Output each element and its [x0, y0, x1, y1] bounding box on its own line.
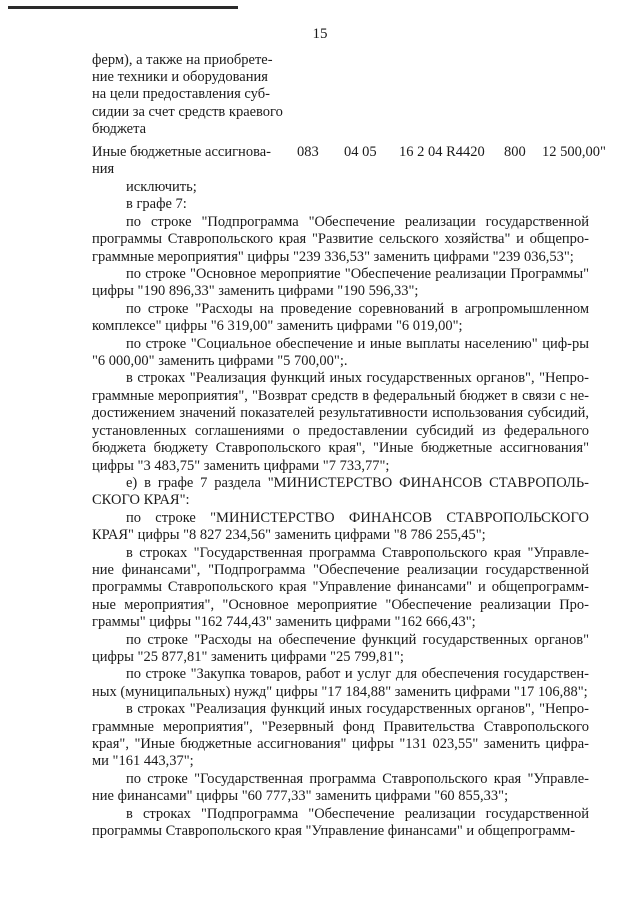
paragraph: исключить;	[126, 179, 197, 195]
paragraph: по строке "МИНИСТЕРСТВО ФИНАНСОВ СТАВРОПОЛЬСКОГО КРАЯ" цифры "8 827 234,56" заменить цифрами "8 786 255,45";	[92, 509, 589, 544]
row-name-line: ния	[92, 161, 115, 178]
paragraph: в строках "Государственная программа Ставропольского края "Управле-ние финансами", "Подпрограмма "Обеспечение реализации государственной программы Ставропольского края "Управление финансами" и общепрограмм-ные мероприятия", "Основное мероприятие "Обеспечение реализации Про-граммы" цифры "162 744,43" заменить цифрами "162 666,43";	[92, 544, 589, 631]
paragraph: в строках "Реализация функций иных государственных органов", "Непро-граммные мероприятия", "Возврат средств в федеральный бюджет в связи с не-достижением значений показателей результативности использования субсидий, установленных соглашениями о предоставлении субсидий из федерального бюджета бюджету Ставропольского края", "Иные бюджетные ассигнования" цифры "3 483,75" заменить цифрами "7 733,77";	[92, 370, 589, 474]
paragraph: по строке "Закупка товаров, работ и услуг для обеспечения государствен-ных (муниципальных) нужд" цифры "17 184,88" заменить цифрами "17 106,88";	[92, 666, 589, 700]
paragraph: в графе 7:	[126, 196, 187, 213]
section-code-cell: 04 05	[344, 144, 377, 160]
paragraph: по строке "Социальное обеспечение и иные выплаты населению" циф-ры "6 000,00" заменить цифрами "5 700,00";.	[92, 335, 589, 370]
target-article-cell: 16 2 04 R4420	[399, 144, 485, 160]
page-number: 15	[312, 26, 328, 42]
paragraph: по строке "Государственная программа Ставропольского края "Управле-ние финансами" цифры "60 777,33" заменить цифрами "60 855,33";	[92, 770, 589, 805]
amount-cell: 12 500,00"	[542, 144, 606, 160]
amendment-text	[92, 179, 589, 840]
table-purpose-line: ние техники и оборудования	[92, 69, 268, 86]
paragraph: в строках "Подпрограмма "Обеспечение реализации государственной программы Ставропольского края "Управление финансами" и общепрограмм-	[92, 805, 589, 840]
table-purpose-cell	[92, 52, 287, 138]
table-purpose-line: ферм), а также на приобрете-	[92, 52, 273, 68]
top-border-line	[8, 6, 238, 9]
expense-type-cell: 800	[504, 144, 526, 160]
paragraph: по строке "Расходы на обеспечение функций государственных органов" цифры "25 877,81" заменить цифрами "25 799,81";	[92, 631, 589, 665]
ministry-code-cell: 083	[297, 144, 319, 160]
paragraph: по строке "Подпрограмма "Обеспечение реализации государственной программы Ставропольского края "Развитие сельского хозяйства" и общепро-граммные мероприятия" цифры "239 336,53" заменить цифрами "239 036,53";	[92, 213, 589, 265]
table-row-other-budget-allocations	[92, 144, 612, 184]
row-name-line: Иные бюджетные ассигнова-	[92, 144, 271, 160]
paragraph: е) в графе 7 раздела "МИНИСТЕРСТВО ФИНАНСОВ СТАВРОПОЛЬ-СКОГО КРАЯ":	[92, 474, 589, 509]
row-name-cell	[92, 144, 271, 178]
paragraph: в строках "Реализация функций иных государственных органов", "Непро-граммные мероприятия", "Резервный фонд Правительства Ставропольского края", "Иные бюджетные ассигнования" цифры "131 023,55" заменить цифра-ми "161 443,37";	[92, 701, 589, 770]
paragraph: по строке "Основное мероприятие "Обеспечение реализации Программы" цифры "190 896,33" заменить цифрами "190 596,33";	[92, 266, 589, 300]
paragraph: по строке "Расходы на проведение соревнований в агропромышленном комплексе" цифры "6 319,00" заменить цифрами "6 019,00";	[92, 300, 589, 335]
table-purpose-line: бюджета	[92, 120, 147, 137]
table-purpose-line: на цели предоставления суб-	[92, 86, 270, 103]
table-purpose-line: сидии за счет средств краевого	[92, 103, 283, 120]
